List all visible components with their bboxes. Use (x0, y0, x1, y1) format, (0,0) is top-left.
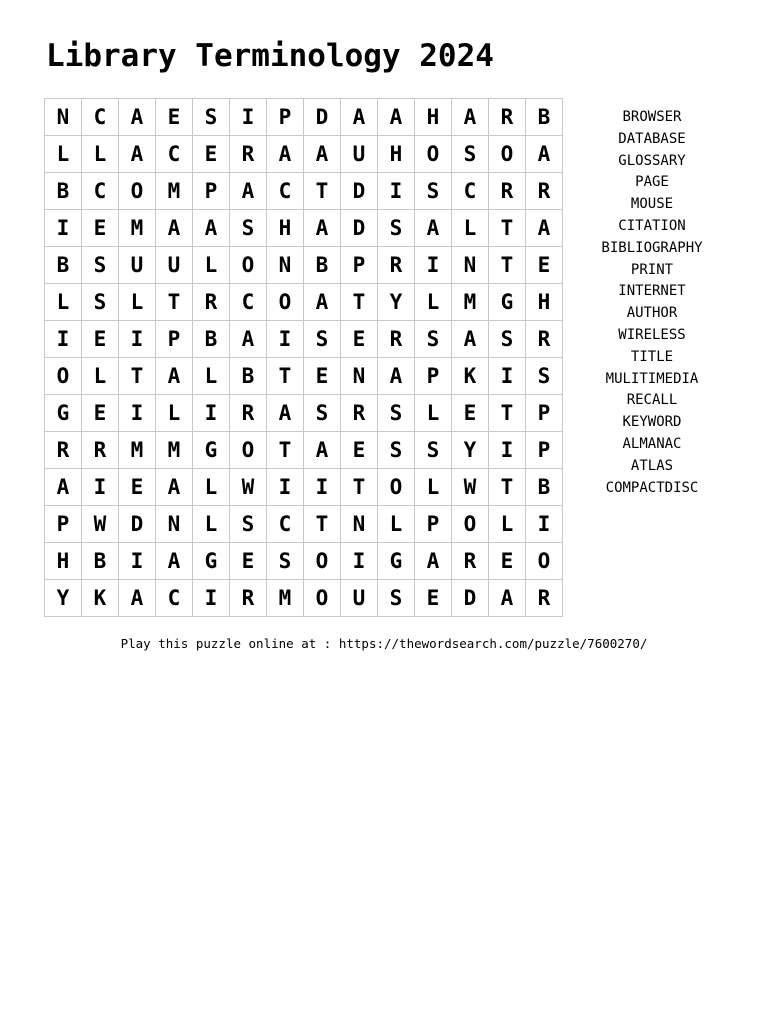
grid-cell: T (304, 506, 341, 543)
grid-cell: S (415, 432, 452, 469)
grid-cell: L (378, 506, 415, 543)
grid-cell: S (415, 173, 452, 210)
grid-cell: I (267, 321, 304, 358)
grid-cell: A (378, 99, 415, 136)
grid-cell: E (304, 358, 341, 395)
grid-cell: P (415, 506, 452, 543)
grid-cell: W (452, 469, 489, 506)
grid-cell: G (489, 284, 526, 321)
grid-cell: M (452, 284, 489, 321)
grid-cell: T (119, 358, 156, 395)
grid-cell: I (378, 173, 415, 210)
grid-cell: G (193, 543, 230, 580)
grid-cell: T (304, 173, 341, 210)
grid-cell: N (341, 358, 378, 395)
grid-cell: C (452, 173, 489, 210)
grid-cell: S (526, 358, 563, 395)
grid-cell: O (304, 580, 341, 617)
grid-cell: H (45, 543, 82, 580)
grid-cell: L (119, 284, 156, 321)
grid-cell: A (526, 210, 563, 247)
grid-cell: P (267, 99, 304, 136)
grid-cell: E (119, 469, 156, 506)
grid-cell: T (489, 469, 526, 506)
grid-cell: E (82, 210, 119, 247)
grid-cell: L (82, 358, 119, 395)
grid-cell: S (452, 136, 489, 173)
grid-cell: B (82, 543, 119, 580)
grid-cell: T (267, 358, 304, 395)
grid-cell: A (526, 136, 563, 173)
grid-cell: P (526, 395, 563, 432)
grid-cell: L (489, 506, 526, 543)
grid-cell: S (230, 506, 267, 543)
grid-cell: R (230, 395, 267, 432)
grid-cell: B (526, 469, 563, 506)
grid-cell: A (156, 358, 193, 395)
grid-cell: N (341, 506, 378, 543)
grid-cell: E (230, 543, 267, 580)
grid-cell: L (415, 469, 452, 506)
grid-cell: G (45, 395, 82, 432)
grid-cell: S (489, 321, 526, 358)
grid-cell: L (193, 247, 230, 284)
grid-cell: N (452, 247, 489, 284)
grid-cell: S (304, 321, 341, 358)
grid-cell: L (45, 136, 82, 173)
grid-cell: L (193, 506, 230, 543)
grid-cell: M (119, 210, 156, 247)
word-list-item: DATABASE (618, 130, 686, 147)
grid-cell: I (119, 321, 156, 358)
word-list-item: KEYWORD (622, 414, 682, 431)
grid-cell: N (267, 247, 304, 284)
grid-cell: O (378, 469, 415, 506)
grid-cell: E (526, 247, 563, 284)
grid-cell: R (452, 543, 489, 580)
grid-cell: A (230, 173, 267, 210)
grid-cell: L (452, 210, 489, 247)
grid-cell: E (489, 543, 526, 580)
word-list-item: MOUSE (630, 196, 674, 213)
grid-cell: M (119, 432, 156, 469)
grid-cell: I (526, 506, 563, 543)
grid-cell: C (156, 580, 193, 617)
word-list-item: TITLE (630, 348, 674, 365)
grid-cell: C (267, 173, 304, 210)
grid-cell: H (378, 136, 415, 173)
grid-cell: G (193, 432, 230, 469)
grid-cell: O (489, 136, 526, 173)
grid-cell: A (304, 284, 341, 321)
grid-cell: A (415, 543, 452, 580)
letter-grid (44, 98, 563, 617)
grid-cell: Y (378, 284, 415, 321)
grid-cell: L (156, 395, 193, 432)
word-list-item: WIRELESS (618, 326, 686, 343)
grid-cell: A (156, 210, 193, 247)
grid-cell: A (119, 99, 156, 136)
grid-cell: T (341, 469, 378, 506)
grid-cell: H (267, 210, 304, 247)
grid-cell: S (378, 395, 415, 432)
grid-cell: R (378, 321, 415, 358)
grid-cell: C (82, 99, 119, 136)
grid-cell: R (193, 284, 230, 321)
grid-cell: B (45, 247, 82, 284)
grid-cell: I (489, 432, 526, 469)
grid-cell: I (415, 247, 452, 284)
grid-cell: C (82, 173, 119, 210)
grid-cell: B (45, 173, 82, 210)
grid-cell: E (341, 321, 378, 358)
grid-cell: A (119, 136, 156, 173)
grid-cell: R (526, 580, 563, 617)
footer-link-text: Play this puzzle online at : https://thewordsearch.com/puzzle/7600270/ (120, 636, 648, 651)
grid-cell: D (452, 580, 489, 617)
grid-cell: Y (452, 432, 489, 469)
grid-cell: H (415, 99, 452, 136)
grid-cell: D (304, 99, 341, 136)
grid-cell: E (415, 580, 452, 617)
grid-cell: S (82, 247, 119, 284)
grid-cell: R (230, 580, 267, 617)
word-list-item: PRINT (630, 261, 674, 278)
grid-cell: B (193, 321, 230, 358)
word-list-item: ALMANAC (622, 435, 682, 452)
grid-cell: E (452, 395, 489, 432)
grid-cell: R (526, 173, 563, 210)
grid-cell: T (341, 284, 378, 321)
grid-cell: A (452, 321, 489, 358)
word-list-item: ATLAS (630, 457, 674, 474)
grid-cell: Y (45, 580, 82, 617)
grid-cell: T (489, 395, 526, 432)
grid-cell: K (82, 580, 119, 617)
grid-cell: O (526, 543, 563, 580)
grid-cell: L (45, 284, 82, 321)
grid-cell: O (415, 136, 452, 173)
grid-cell: E (341, 432, 378, 469)
grid-cell: P (415, 358, 452, 395)
word-list-item: RECALL (626, 392, 678, 409)
grid-cell: E (156, 99, 193, 136)
grid-cell: S (415, 321, 452, 358)
grid-cell: E (193, 136, 230, 173)
word-list-item: BROWSER (622, 109, 682, 125)
grid-cell: R (82, 432, 119, 469)
grid-cell: S (304, 395, 341, 432)
grid-cell: O (45, 358, 82, 395)
grid-cell: S (378, 210, 415, 247)
grid-cell: L (193, 358, 230, 395)
grid-cell: O (304, 543, 341, 580)
grid-cell: P (193, 173, 230, 210)
grid-cell: C (230, 284, 267, 321)
grid-cell: S (378, 580, 415, 617)
grid-cell: I (45, 210, 82, 247)
grid-cell: R (230, 136, 267, 173)
grid-cell: O (230, 247, 267, 284)
grid-cell: A (304, 432, 341, 469)
word-list-item: INTERNET (618, 283, 686, 300)
grid-cell: K (452, 358, 489, 395)
grid-cell: A (415, 210, 452, 247)
grid-cell: R (526, 321, 563, 358)
grid-cell: L (415, 395, 452, 432)
grid-cell: A (230, 321, 267, 358)
grid-cell: E (82, 321, 119, 358)
grid-cell: A (156, 469, 193, 506)
grid-cell: B (304, 247, 341, 284)
grid-cell: O (452, 506, 489, 543)
grid-cell: A (452, 99, 489, 136)
grid-cell: N (45, 99, 82, 136)
grid-cell: D (341, 173, 378, 210)
grid-cell: A (193, 210, 230, 247)
word-list-item: MULITIMEDIA (605, 370, 699, 387)
grid-cell: E (82, 395, 119, 432)
grid-cell: R (341, 395, 378, 432)
grid-cell: I (193, 395, 230, 432)
grid-cell: O (267, 284, 304, 321)
grid-cell: U (341, 580, 378, 617)
grid-cell: A (267, 136, 304, 173)
grid-cell: O (230, 432, 267, 469)
grid-cell: M (156, 432, 193, 469)
grid-cell: T (267, 432, 304, 469)
word-list-item: CITATION (618, 217, 686, 234)
grid-cell: A (45, 469, 82, 506)
grid-cell: S (230, 210, 267, 247)
grid-cell: A (489, 580, 526, 617)
grid-cell: I (230, 99, 267, 136)
grid-cell: R (45, 432, 82, 469)
grid-cell: L (193, 469, 230, 506)
grid-cell: H (526, 284, 563, 321)
grid-cell: I (119, 395, 156, 432)
grid-cell: P (526, 432, 563, 469)
grid-cell: A (304, 136, 341, 173)
grid-cell: A (378, 358, 415, 395)
word-list-item: GLOSSARY (618, 152, 686, 169)
grid-cell: U (119, 247, 156, 284)
word-list-item: BIBLIOGRAPHY (601, 239, 703, 256)
grid-cell: P (341, 247, 378, 284)
grid-cell: T (156, 284, 193, 321)
grid-cell: B (230, 358, 267, 395)
grid-cell: L (415, 284, 452, 321)
grid-cell: L (82, 136, 119, 173)
grid-cell: N (156, 506, 193, 543)
grid-cell: D (119, 506, 156, 543)
grid-cell: G (378, 543, 415, 580)
grid-cell: S (82, 284, 119, 321)
grid-cell: M (156, 173, 193, 210)
grid-cell: A (156, 543, 193, 580)
grid-cell: O (119, 173, 156, 210)
grid-cell: T (489, 247, 526, 284)
grid-cell: R (378, 247, 415, 284)
grid-cell: P (45, 506, 82, 543)
word-list-item: COMPACTDISC (605, 479, 699, 496)
grid-cell: I (82, 469, 119, 506)
grid-cell: I (304, 469, 341, 506)
grid-cell: S (267, 543, 304, 580)
grid-cell: U (156, 247, 193, 284)
grid-cell: I (489, 358, 526, 395)
grid-cell: R (489, 173, 526, 210)
grid-cell: S (193, 99, 230, 136)
grid-cell: A (304, 210, 341, 247)
grid-cell: I (341, 543, 378, 580)
grid-cell: C (156, 136, 193, 173)
grid-cell: W (230, 469, 267, 506)
grid-cell: I (193, 580, 230, 617)
grid-cell: U (341, 136, 378, 173)
grid-cell: I (119, 543, 156, 580)
grid-cell: A (267, 395, 304, 432)
grid-cell: A (341, 99, 378, 136)
word-list-item: PAGE (635, 174, 669, 191)
word-list-item: AUTHOR (626, 305, 678, 322)
grid-cell: I (267, 469, 304, 506)
puzzle-title: Library Terminology 2024 (46, 38, 494, 74)
grid-cell: I (45, 321, 82, 358)
grid-cell: B (526, 99, 563, 136)
grid-cell: M (267, 580, 304, 617)
grid-cell: R (489, 99, 526, 136)
grid-cell: T (489, 210, 526, 247)
grid-cell: P (156, 321, 193, 358)
word-list (592, 107, 712, 499)
grid-cell: C (267, 506, 304, 543)
grid-cell: D (341, 210, 378, 247)
grid-cell: S (378, 432, 415, 469)
grid-cell: W (82, 506, 119, 543)
grid-cell: A (119, 580, 156, 617)
